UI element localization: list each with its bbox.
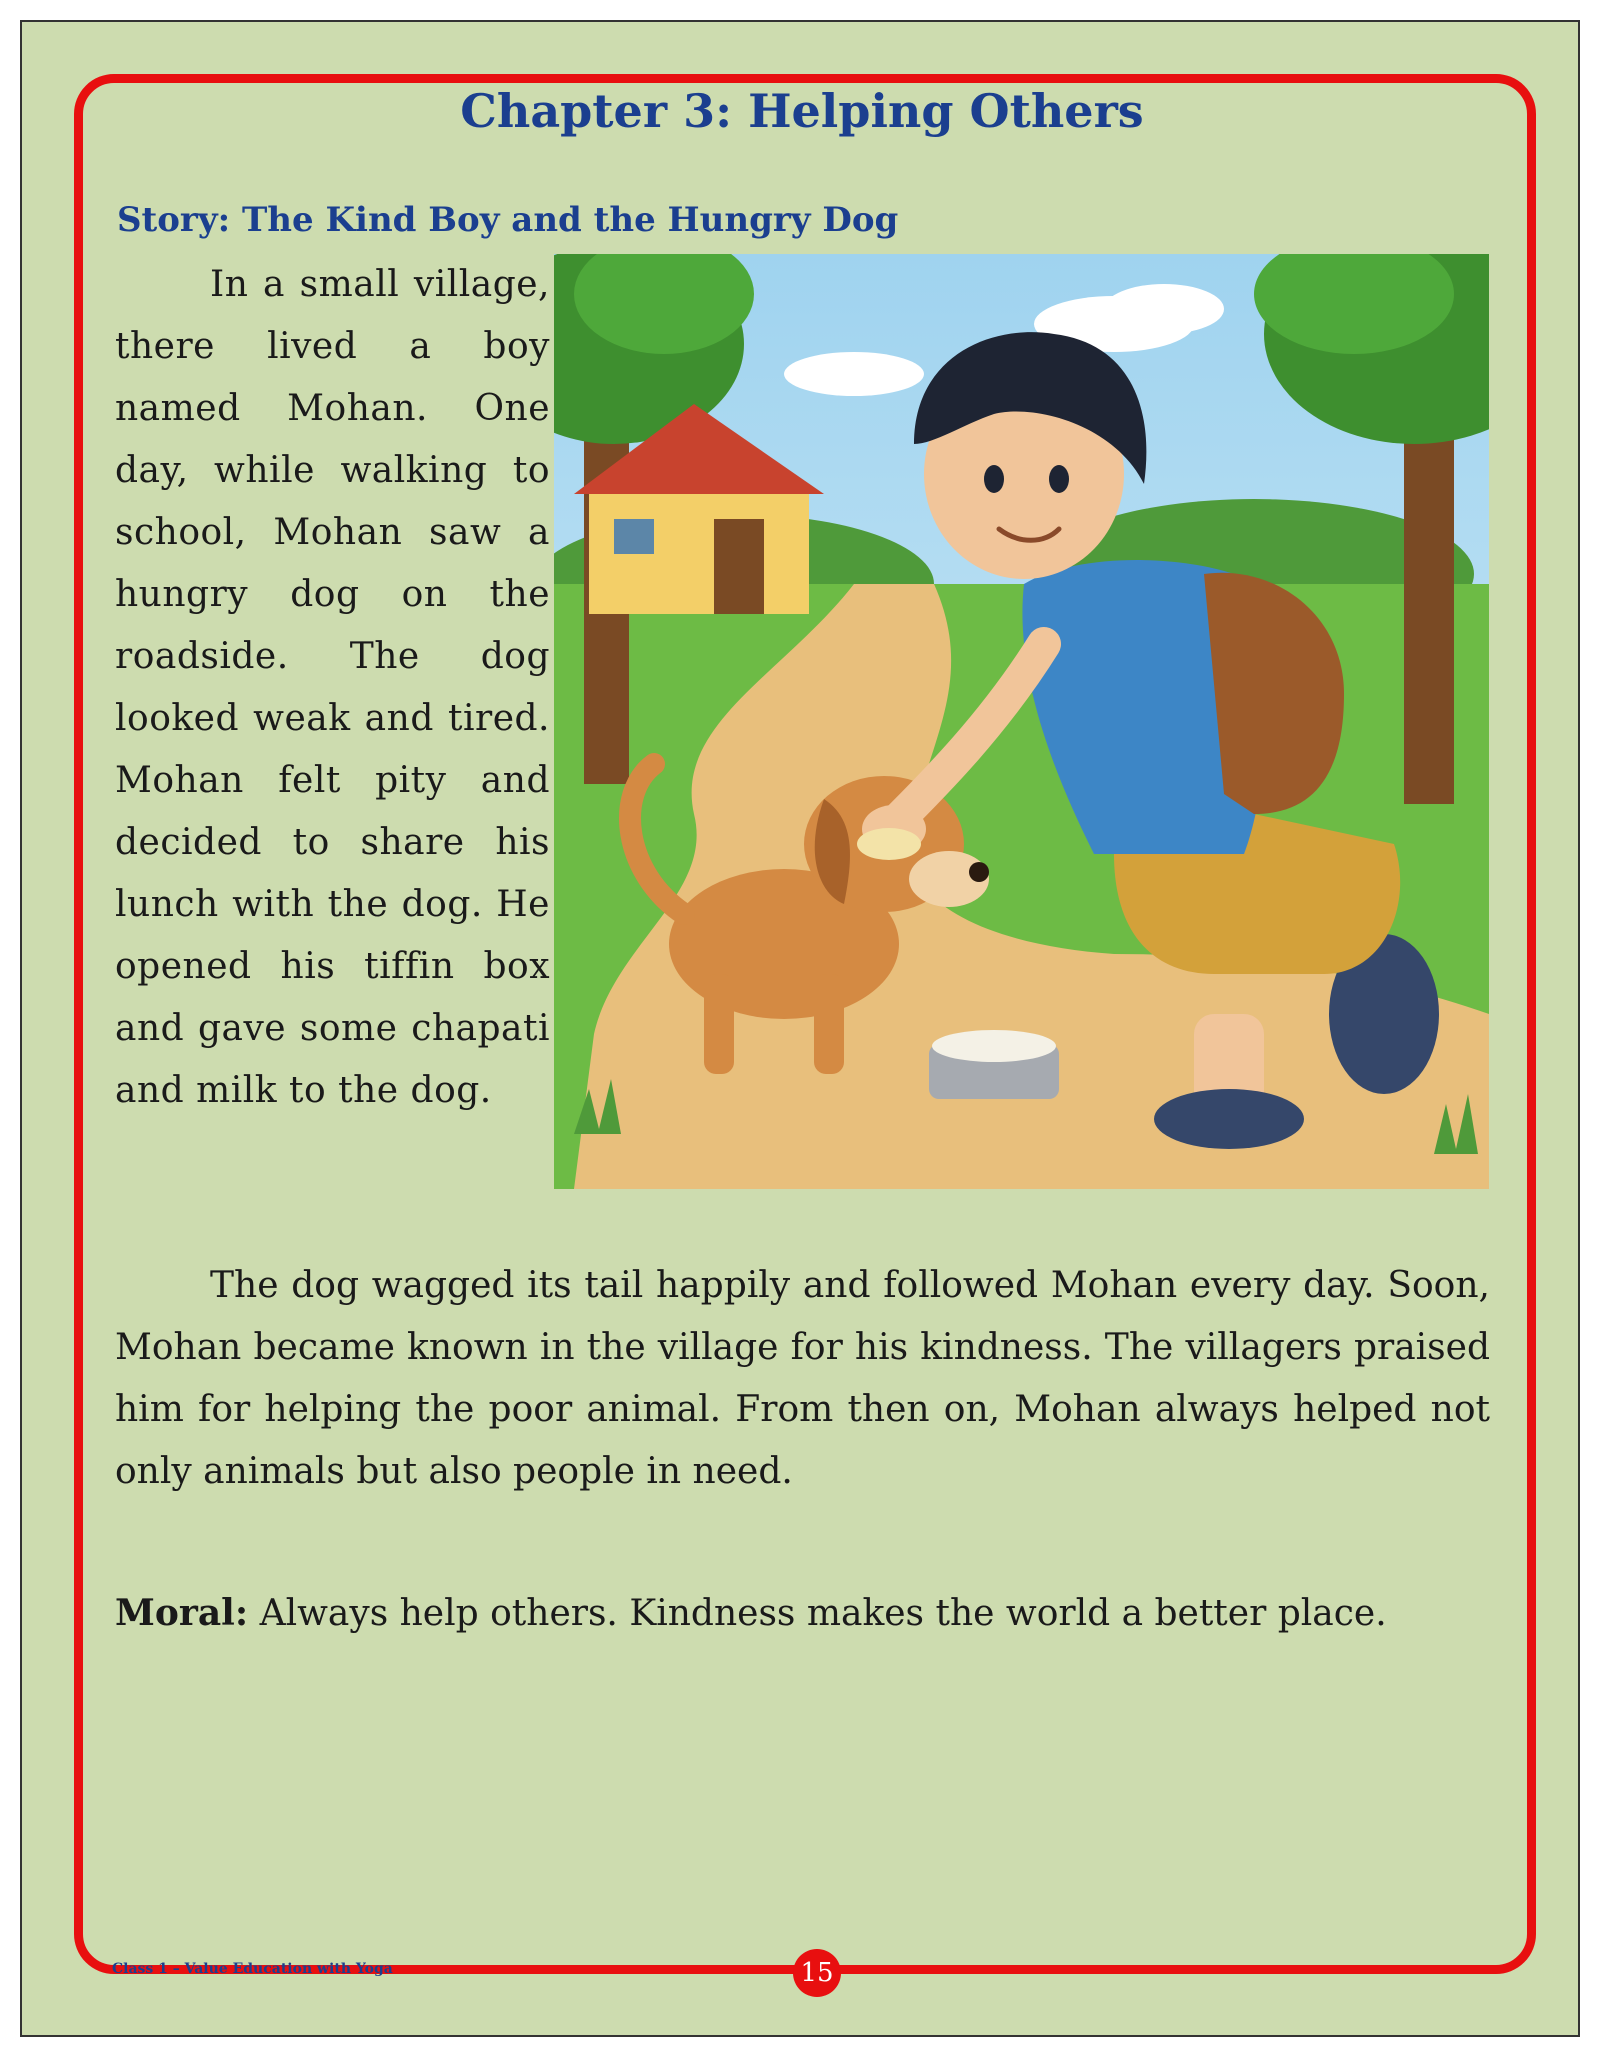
- story-title: Story: The Kind Boy and the Hungry Dog: [117, 200, 899, 240]
- boy-feeding-dog-illustration: [554, 254, 1489, 1189]
- footer-class-label: Class 1 – Value Education with Yoga: [112, 1961, 393, 1977]
- moral-label: Moral:: [115, 1592, 249, 1634]
- page: [20, 20, 1580, 2037]
- story-paragraph-1: In a small village, there lived a boy named Mohan. One day, while walking to school, Mohan saw a hungry dog on the roadside. The dog looked weak and tired. Mohan felt pity and decided to share his lunch with the dog. He opened his tiffin box and gave some chapati and milk to the dog.: [115, 264, 550, 1111]
- moral-line: [115, 1582, 1490, 1645]
- page-number-badge: 15: [793, 1949, 841, 1997]
- chapter-title: Chapter 3: Helping Others: [460, 84, 1144, 138]
- story-paragraph-2: The dog wagged its tail happily and followed Mohan every day. Soon, Mohan became known in the village for his kindness. The villagers praised him for helping the poor animal. From then on, Mohan always helped not only animals but also people in need.: [115, 1265, 1490, 1492]
- moral-text: Always help others. Kindness makes the world a better place.: [259, 1593, 1387, 1634]
